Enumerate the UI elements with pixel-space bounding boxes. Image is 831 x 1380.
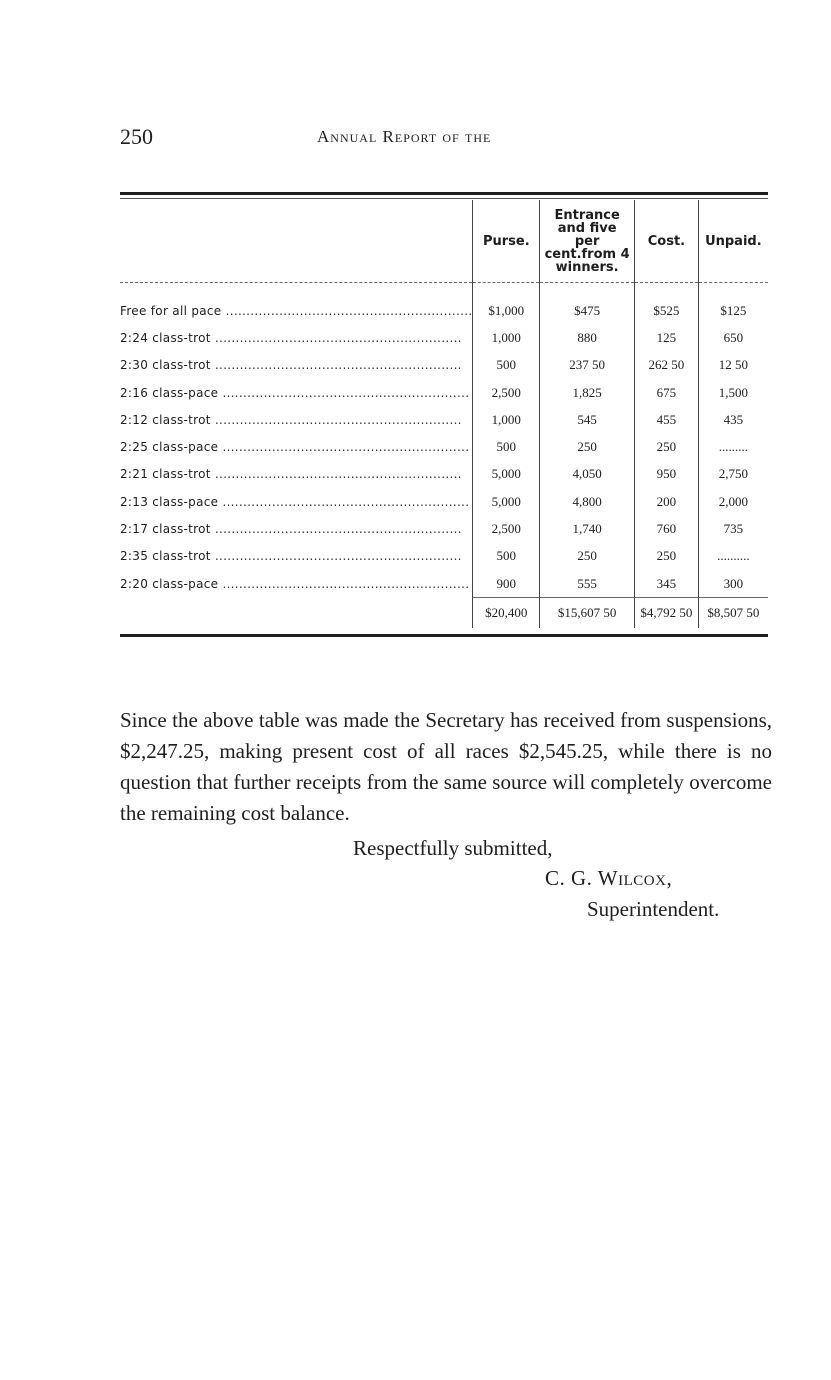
table-top-rule <box>120 192 768 195</box>
cell-entrance: 1,740 <box>540 515 635 542</box>
cell-unpaid: 435 <box>698 406 768 433</box>
cell-entrance: 4,050 <box>540 461 635 488</box>
header-entrance: Entrance and five per cent.from 4 winners. <box>540 200 635 283</box>
cell-purse: 1,000 <box>473 406 540 433</box>
table-bottom-rule <box>120 634 768 637</box>
row-label-text: Free for all pace <box>120 303 222 318</box>
cell-entrance: $475 <box>540 283 635 325</box>
row-label <box>120 543 473 570</box>
leader-dots: ............................................................ <box>210 358 462 373</box>
row-label <box>120 461 473 488</box>
cell-unpaid: $125 <box>698 283 768 325</box>
page-header <box>120 124 770 158</box>
row-label <box>120 324 473 351</box>
total-entrance: $15,607 50 <box>540 598 635 629</box>
table-row <box>120 379 768 406</box>
cell-purse: 500 <box>473 433 540 460</box>
row-label-text: 2:13 class-pace <box>120 494 219 509</box>
cell-entrance: 237 50 <box>540 352 635 379</box>
cell-cost: 345 <box>635 570 699 598</box>
body-paragraph: Since the above table was made the Secretary has received from suspensions, $2,247.25, making present cost of all races $2,545.25, while there is no question that further receipts from the same source will completely overcome the remaining cost balance. <box>120 708 772 825</box>
leader-dots: ............................................................ <box>210 549 462 564</box>
cell-purse: 1,000 <box>473 324 540 351</box>
leader-dots: ............................................................ <box>210 412 462 427</box>
header-purse: Purse. <box>473 200 540 283</box>
table-row <box>120 488 768 515</box>
row-label-text: 2:25 class-pace <box>120 440 219 455</box>
table-row <box>120 570 768 598</box>
cell-cost: 950 <box>635 461 699 488</box>
cell-entrance: 545 <box>540 406 635 433</box>
cell-cost: 675 <box>635 379 699 406</box>
leader-dots: ............................................................ <box>221 303 473 318</box>
row-label-text: 2:21 class-trot <box>120 467 211 482</box>
cell-purse: 500 <box>473 352 540 379</box>
signatory-title: Superintendent. <box>587 897 720 921</box>
cell-unpaid: 12 50 <box>698 352 768 379</box>
running-title: Annual Report of the <box>317 127 492 146</box>
leader-dots: ............................................................ <box>218 494 470 509</box>
total-purse: $20,400 <box>473 598 540 629</box>
cell-entrance: 555 <box>540 570 635 598</box>
cell-unpaid: 650 <box>698 324 768 351</box>
row-label <box>120 433 473 460</box>
signatory-name: C. G. Wilcox, <box>545 866 673 890</box>
cell-unpaid: .......... <box>698 543 768 570</box>
table-row <box>120 406 768 433</box>
table-row <box>120 324 768 351</box>
leader-dots: ............................................................ <box>210 330 462 345</box>
table-row <box>120 433 768 460</box>
cell-purse: $1,000 <box>473 283 540 325</box>
cell-purse: 900 <box>473 570 540 598</box>
row-label-text: 2:24 class-trot <box>120 330 211 345</box>
table-header-row <box>120 200 768 283</box>
cell-unpaid: 735 <box>698 515 768 542</box>
leader-dots: ............................................................ <box>218 385 470 400</box>
cell-cost: 760 <box>635 515 699 542</box>
total-cost: $4,792 50 <box>635 598 699 629</box>
header-cost: Cost. <box>635 200 699 283</box>
table-row <box>120 461 768 488</box>
cell-unpaid: 2,750 <box>698 461 768 488</box>
cell-entrance: 4,800 <box>540 488 635 515</box>
cell-purse: 5,000 <box>473 461 540 488</box>
table-row <box>120 352 768 379</box>
row-label <box>120 406 473 433</box>
cell-cost: 200 <box>635 488 699 515</box>
cell-purse: 2,500 <box>473 515 540 542</box>
header-unpaid: Unpaid. <box>698 200 768 283</box>
row-label-text: 2:30 class-trot <box>120 358 211 373</box>
closing-line: Respectfully submitted, <box>353 836 553 860</box>
cell-entrance: 1,825 <box>540 379 635 406</box>
leader-dots: ............................................................ <box>218 440 470 455</box>
leader-dots: ............................................................ <box>210 522 462 537</box>
row-label <box>120 488 473 515</box>
cell-cost: $525 <box>635 283 699 325</box>
cell-cost: 262 50 <box>635 352 699 379</box>
cell-purse: 2,500 <box>473 379 540 406</box>
totals-row <box>120 598 768 629</box>
cell-cost: 455 <box>635 406 699 433</box>
cell-entrance: 880 <box>540 324 635 351</box>
race-results-table <box>120 200 768 628</box>
row-label-text: 2:35 class-trot <box>120 549 211 564</box>
row-label <box>120 570 473 598</box>
cell-unpaid: 1,500 <box>698 379 768 406</box>
cell-unpaid: 2,000 <box>698 488 768 515</box>
cell-cost: 250 <box>635 543 699 570</box>
total-unpaid: $8,507 50 <box>698 598 768 629</box>
cell-purse: 500 <box>473 543 540 570</box>
table-row <box>120 283 768 325</box>
header-label <box>120 200 473 283</box>
row-label-text: 2:12 class-trot <box>120 412 211 427</box>
cell-entrance: 250 <box>540 543 635 570</box>
row-label <box>120 515 473 542</box>
cell-unpaid: ......... <box>698 433 768 460</box>
cell-purse: 5,000 <box>473 488 540 515</box>
leader-dots: ............................................................ <box>218 576 470 591</box>
cell-entrance: 250 <box>540 433 635 460</box>
row-label-text: 2:17 class-trot <box>120 522 211 537</box>
row-label-text: 2:16 class-pace <box>120 385 219 400</box>
table-row <box>120 543 768 570</box>
page-number: 250 <box>120 124 153 149</box>
leader-dots: ............................................................ <box>210 467 462 482</box>
cell-unpaid: 300 <box>698 570 768 598</box>
row-label <box>120 379 473 406</box>
table-top-rule-thin <box>120 198 768 199</box>
row-label <box>120 352 473 379</box>
row-label <box>120 283 473 325</box>
table-row <box>120 515 768 542</box>
row-label-text: 2:20 class-pace <box>120 576 219 591</box>
cell-cost: 125 <box>635 324 699 351</box>
cell-cost: 250 <box>635 433 699 460</box>
totals-label <box>120 598 473 629</box>
